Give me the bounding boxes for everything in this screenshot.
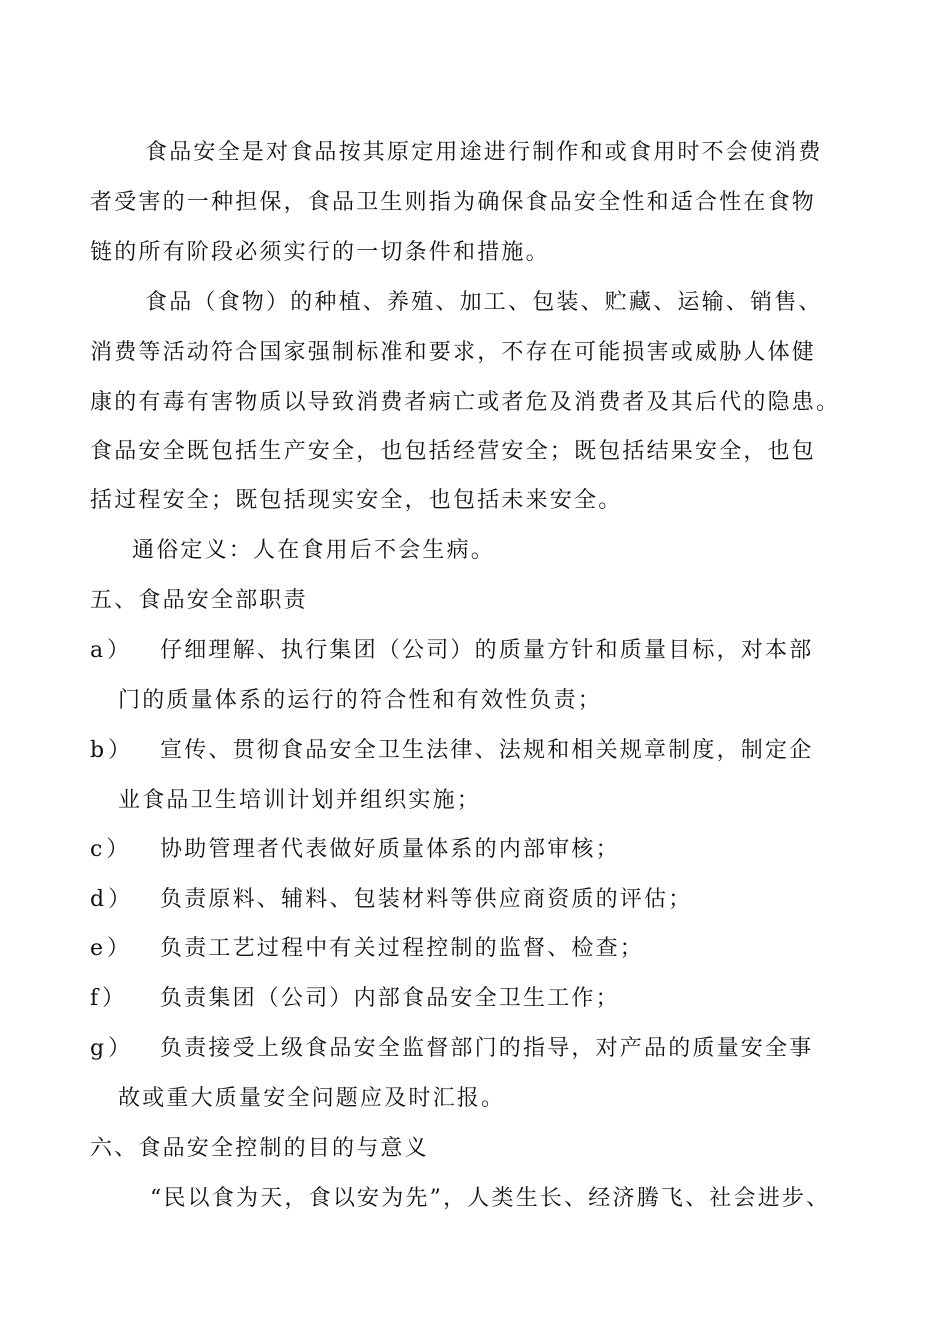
list-text: 负责工艺过程中有关过程控制的监督、检查；	[160, 936, 645, 961]
list-text: 负责集团（公司）内部食品安全卫生工作；	[160, 986, 620, 1011]
paragraph-line: 括过程安全；既包括现实安全，也包括未来安全。	[90, 488, 623, 513]
paragraph-line: 消费等活动符合国家强制标准和要求，不存在可能损害或威胁人体健	[90, 340, 817, 365]
list-label: f）	[90, 986, 129, 1011]
list-item	[90, 1034, 813, 1064]
list-text: 宣传、贯彻食品安全卫生法律、法规和相关规章制度，制定企	[160, 738, 814, 763]
list-item	[90, 736, 813, 766]
list-item	[90, 934, 644, 964]
list-item	[90, 984, 620, 1014]
list-text: 负责原料、辅料、包装材料等供应商资质的评估；	[160, 887, 693, 912]
list-label: a）	[90, 638, 134, 663]
paragraph-line: 食品安全既包括生产安全，也包括经营安全；既包括结果安全，也包	[90, 439, 817, 464]
paragraph-line: 者受害的一种担保，食品卫生则指为确保食品安全性和适合性在食物	[90, 190, 817, 215]
section-heading: 五、食品安全部职责	[90, 588, 308, 613]
paragraph-line: “民以食为天，食以安为先”，人类生长、经济腾飞、社会进步、	[150, 1186, 831, 1211]
list-label: b）	[90, 738, 135, 763]
list-text: 仔细理解、执行集团（公司）的质量方针和质量目标，对本部	[160, 638, 814, 663]
section-heading: 六、食品安全控制的目的与意义	[90, 1136, 429, 1161]
paragraph-line: 食品安全是对食品按其原定用途进行制作和或食用时不会使消费	[145, 140, 823, 165]
list-label: c）	[90, 837, 133, 862]
paragraph-line: 链的所有阶段必须实行的一切条件和措施。	[90, 240, 550, 265]
list-continuation: 门的质量体系的运行的符合性和有效性负责；	[118, 688, 603, 713]
list-continuation: 故或重大质量安全问题应及时汇报。	[118, 1086, 506, 1111]
list-item	[90, 835, 620, 865]
list-item	[90, 885, 692, 915]
list-text: 负责接受上级食品安全监督部门的指导，对产品的质量安全事	[160, 1036, 814, 1061]
list-item	[90, 636, 813, 666]
list-label: e）	[90, 936, 134, 961]
paragraph-line: 康的有毒有害物质以导致消费者病亡或者危及消费者及其后代的隐患。	[90, 390, 841, 415]
list-label: d）	[90, 887, 135, 912]
list-continuation: 业食品卫生培训计划并组织实施；	[118, 788, 482, 813]
list-text: 协助管理者代表做好质量体系的内部审核；	[160, 837, 620, 862]
popular-definition: 通俗定义：人在食用后不会生病。	[132, 538, 496, 563]
paragraph-line: 食品（食物）的种植、养殖、加工、包装、贮藏、运输、销售、	[145, 290, 823, 315]
list-label: g）	[90, 1036, 135, 1061]
